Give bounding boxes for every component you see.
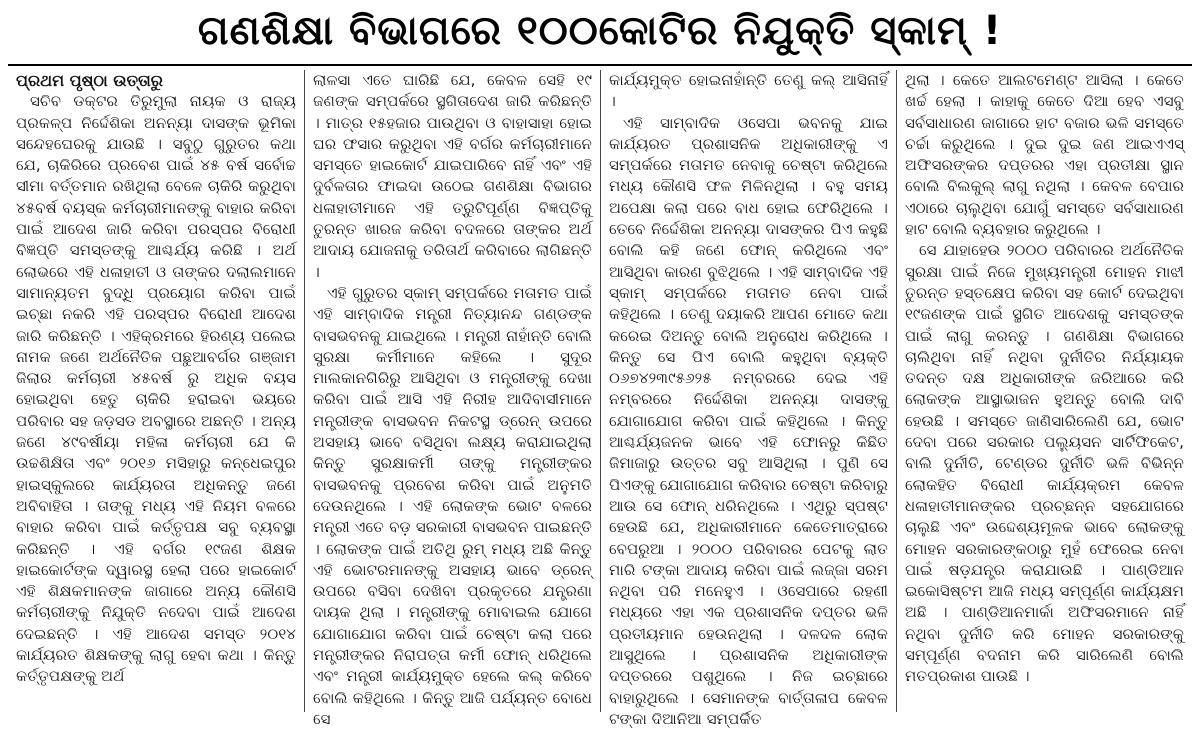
paragraph: ସଚିବ ଡକ୍ଟର ତିରୁମୁଲା ନାୟକ ଓ ରାଜ୍ୟ ପ୍ରକଳ୍ପ ନିର୍ଦ୍ଦେଶିକା ଅନନ୍ୟା ଦାସଙ୍କ ଭୂମିକା ସନ୍ଦେହଘେରକୁ ଯାଉଛି । ସବୁଠୁ ଗୁରୁତର କଥା ଯେ, ଚାକିରିରେ ପ୍ରବେଶ ପାଇଁ ୪୫ ବର୍ଷ ସର୍ବୋଚ୍ଚ ସୀମା ବର୍ତ୍ତମାନ ରଖିଥିଲା ବେଳେ ଚାକିରି କରୁଥିବା ୪୫ବର୍ଷ ବୟସ୍କ କର୍ମଚାରୀମାନଙ୍କୁ ବାହାର କରିବା ପାଇଁ ଆଦେଶ ଜାରି କରିବା ପରସ୍ପର ବିରୋଧୀ ବିଜ୍ଞପ୍ତି ସମସ୍ତଙ୍କୁ ଆଶ୍ଚର୍ଯ୍ୟ କରିଛି । ଅର୍ଥ ଲୋଭରେ ଏହି ଧଳାହାତୀ ଓ ତାଙ୍କର ଦଲାଲମାନେ ସାମାନ୍ୟତମ ବୁଦ୍ଧି ପ୍ରୟୋଗ କରିବା ପାଇଁ ଇଚ୍ଛା ନକରି ଏହି ପରସ୍ପର ବିରୋଧୀ ଆଦେଶ ଜାରି କରିଛନ୍ତି । ଏହିକ୍ରମରେ ହିରଣ୍ୟ ପଲେଇ ନାମକ ଜଣେ ଅର୍ଥନୈତିକ ପଛୁଆବର୍ଗର ଗଞ୍ଜାମ ଜିଲାର କର୍ମଚାରୀ ୪୫ବର୍ଷ ରୁ ଅଧିକ ବୟସ ହୋଇଥିବା ହେତୁ ଚାକିରି ହରାଇବା ଭୟରେ ପରିବାର ସହ ଜଡ଼ସଡ ଅବସ୍ଥାରେ ଅଛନ୍ତି । ଅନ୍ୟ ଜଣେ ୪୯ବର୍ଷୀୟା ମହିଳା କର୍ମଚାରୀ ଯେ କି ଉଚ୍ଚଶିକ୍ଷିତା ଏବଂ ୨୦୧୬ ମସିହାରୁ କନ୍ଧେଇପୁର ହାଇସ୍କୁଲରେ କାର୍ଯ୍ୟରତା ଅଧିକନ୍ତୁ ଜଣେ ଅବିବାହିତା । ତାଙ୍କୁ ମଧ୍ୟ ଏହି ନିୟମ ବଳରେ ବାହାର କରିବା ପାଇଁ କର୍ତ୍ତୃପକ୍ଷ ସବୁ ବ୍ୟବସ୍ଥା କରିଛନ୍ତି । ଏହି ବର୍ଗର ୧୯ଜଣ ଶିକ୍ଷକ ହାଇକୋର୍ଟଙ୍କ ଦ୍ୱାରସ୍ଥ ହେଲା ପରେ ହାଇକୋର୍ଟ ଏହି ଶିକ୍ଷକମାନଙ୍କ ଜାଗାରେ ଅନ୍ୟ କୌଣସି କର୍ମଚାରୀଙ୍କୁ ନିଯୁକ୍ତି ନଦେବା ପାଇଁ ଆଦେଶ ଦେଇଛନ୍ତି । ଏହି ଆଦେଶ ସମସ୍ତ ୨୦୧୪ କାର୍ଯ୍ୟରତ ଶିକ୍ଷକଙ୍କୁ ଲାଗୁ ହେବା କଥା । କିନ୍ତୁ କର୍ତ୍ତୃପକ୍ଷଙ୍କୁ ଅର୍ଥ: [16, 92, 296, 686]
article-column-2: [304, 70, 600, 728]
article-column-3: [600, 70, 896, 728]
continued-from-label: ପ୍ରଥମ ପୃଷ୍ଠା ଉତ୍ତାରୁ: [16, 71, 163, 90]
article-column-1: [8, 70, 304, 712]
article-columns: [8, 70, 1192, 728]
paragraph: କାର୍ଯ୍ୟମୁକ୍ତ ହୋଇନାହାଁନ୍ତି ତେଣୁ କଲ୍ ଆସିନାହିଁ ।: [609, 71, 888, 111]
headline: ଗଣଶିକ୍ଷା ବିଭାଗରେ ୧୦୦କୋଟିର ନିଯୁକ୍ତି ସ୍କାମ୍ !: [197, 8, 1003, 54]
paragraph: ଲାଳସା ଏତେ ଘାରିଛି ଯେ, କେବଳ ସେହି ୧୯ ଜଣଙ୍କ ସମ୍ପର୍କରେ ସ୍ଥଗିତାଦେଶ ଜାରି କରିଛନ୍ତି । ମାତ୍ର ୧୫ହଜାର ପାଉଥିବା ଓ ବାହାସାହା ହୋଇ ଘର ଫସାର କରୁଥିବା ଏହି ବର୍ଗର କର୍ମଚାରୀମାନେ ସମସ୍ତେ ହାଇକୋର୍ଟ ଯାଇପାରିବେ ନାହିଁ ଏବଂ ଏହି ଦୁର୍ବଳତାର ଫାଇଦା ଉଠେଇ ଗଣଶିକ୍ଷା ବିଭାଗର ଧଳାହାତୀମାନେ ଏହି ତ୍ରୁଟିପୂର୍ଣ୍ଣ ବିଜ୍ଞପ୍ତିକୁ ତୁରନ୍ତ ଖାରଜ କରିବା ବଦଳରେ ତାଙ୍କର ଅର୍ଥ ଆଦାୟ ଯୋଜନାକୁ ତରିତାର୍ଥ କରିବାରେ ଲାଗିଛନ୍ତି ।: [313, 71, 592, 281]
paragraph: ଥିଲା । କେତେ ଆଲଟମେଣ୍ଟ ଆସିଲା । କେତେ ଖର୍ଚ୍ଚ ହେଲା । କାହାକୁ କେତେ ଦିଆ ହେବ ଏସବୁ ସର୍ବସାଧାରଣ ଜାଗାରେ ହାଟ ବଜାର ଭଳି ସମସ୍ତେ ଚର୍ଚ୍ଚା କରୁଥିଲେ । ଦୁଇ ଦୁଇ ଜଣ ଆଇଏଏସ୍ ଅଫିସରଙ୍କର ଦପ୍ତରର ଏହା ପ୍ରତୀକ୍ଷା ସ୍ଥାନ ବୋଲି ବିଲକୁଲ୍ ଲାଗୁ ନଥିଲା । କେବଳ ବେପାର ଏଠାରେ ଚାଲୁଥିବା ଯୋଗୁଁ ସମସ୍ତେ ସର୍ବସାଧାରଣ ହାଟ ବୋଲି ବ୍ୟବହାର କରୁଥିଲେ ।: [905, 71, 1184, 239]
paragraph: ଏହି ସାମ୍ବାଦିକ ଓସେପା ଭବନକୁ ଯାଇ କାର୍ଯ୍ୟରତ ପ୍ରଶାସନିକ ଅଧିକାରୀଙ୍କୁ ଏ ସମ୍ପର୍କରେ ମତାମତ ନେବାକୁ ଚେଷ୍ଟା କରିଥିଲେ ମଧ୍ୟ କୌଣସି ଫଳ ମିଳିନଥିଲା । ବହୁ ସମୟ ଅପେକ୍ଷା କଲା ପରେ ବାଧ ହୋଇ ଫେରିଥିଲେ । ତେବେ ନିର୍ଦ୍ଦେଶିକା ଅନନ୍ୟା ଦାସଙ୍କର ପିଏ କହୁଛି ବୋଲି କହି ଜଣେ ଫୋନ୍ କରିଥିଲେ ଏବଂ ଆସିଥିବା କାରଣ ବୁଝିଥିଲେ । ଏହି ସାମ୍ବାଦିକ ଏହି ସ୍କାମ୍ ସମ୍ପର୍କରେ ମତାମତ ନେବା ପାଇଁ କହିଥିଲେ । ତେଣୁ ଦୟାକରି ଆପଣ ମୋତେ କଥା କରେଇ ଦିଅନ୍ତୁ ବୋଲି ଅନୁରୋଧ କରିଥିଲେ । କିନ୍ତୁ ସେ ପିଏ ବୋଲି କହୁଥିବା ବ୍ୟକ୍ତି ୦୬୭୪୨୩୯୫୬୨୫ ନମ୍ବରରେ ଦେଇ ଏହି ନମ୍ବରରେ ନିର୍ଦ୍ଦେଶିକା ଅନନ୍ୟା ଦାସଙ୍କୁ ଯୋଗାଯୋଗ କରିବା ପାଇଁ କହିଥିଲେ । କିନ୍ତୁ ଆଶ୍ଚର୍ଯ୍ୟଜନକ ଭାବେ ଏହି ଫୋନରୁ କିଛିତ ଜିମାଜାରୁ ଉତ୍ତର ସବୁ ଆସିଥିଲା । ପୁଣି ସେ ପିଏଙ୍କୁ ଯୋଗାଯୋଗ କରିବାର ଚେଷ୍ଟା କରିବାରୁ ଆଉ ସେ ଫୋନ୍ ଧରିନଥିଲେ । ଏଥିରୁ ସ୍ପଷ୍ଟ ହେଉଛି ଯେ, ଅଧିକାରୀମାନେ କେତେମାତ୍ରାରେ ବେପରୁଆ । ୨୦୦୦ ପରିବାରର ପେଟକୁ ଲାତ ମାରି ଟଙ୍କା ଆଦାୟ କରିବା ପାଇଁ ଲଜ୍ଜା ସରମ ନଥିବା ପରି ମନେହୁଏ । ଓସେପାରେ ରହଣୀ ମଧ୍ୟରେ ଏହା ଏକ ପ୍ରଶାସନିକ ଦପ୍ତର ଭଳି ପ୍ରତୀୟମାନ ହେଉନଥିଲା । ଦଳଦଳ ଲୋକ ଆସୁଥିଲେ । ପ୍ରଶାସନିକ ଅଧିକାରୀଙ୍କ ଦପ୍ତରରେ ପଶୁଥିଲେ । ନିଜ ଇଚ୍ଛାରେ ବାହାରୁଥିଲେ । ସେମାନଙ୍କ ବାର୍ତ୍ତାଳାପ କେବଳ ଟଙ୍କା ଦିଆନିଆ ସମ୍ପର୍କିତ: [609, 113, 888, 728]
paragraph: ସେ ଯାହାହେଉ ୨୦୦୦ ପରିବାରର ଅର୍ଥନୈତିକ ସୁରକ୍ଷା ପାଇଁ ନିଜେ ମୁଖ୍ୟମନ୍ତ୍ରୀ ମୋହନ ମାଝୀ ତୁରନ୍ତ ହସ୍ତକ୍ଷେପ କରିବା ସହ କୋର୍ଟ ଦେଇଥିବା ୧୯ଜଣଙ୍କ ପାଇଁ ସ୍ଥଗିତ ଆଦେଶକୁ ସମସ୍ତଙ୍କ ପାଇଁ ଲାଗୁ କରନ୍ତୁ । ଗଣଶିକ୍ଷା ବିଭାଗରେ ଚାଲିଥିବା ନାହିଁ ନଥିବା ଦୁର୍ନୀତିର ନିର୍ଯ୍ୟାୟକ ତଦନ୍ତ ଦକ୍ଷ ଅଧିକାରୀଙ୍କ ଜରିଆରେ କରି ଲୋକଙ୍କ ଆସ୍ଥାଭାଜନ ହୁଅନ୍ତୁ ବୋଲି ଦାବି ହେଉଛି । ସମସ୍ତେ ଜାଣିସାରିଲେଣି ଯେ, ଭୋଟ ଦେବା ପରେ ସରକାର ପଲ୍ୟୁସନ ସାର୍ଟିଫିକେଟ, ବାଲି ଦୁର୍ନୀତି, ଟେଣ୍ଡର ଦୁର୍ନୀତି ଭଳି ବିଭିନ୍ନ ଲୋକହିତ ବିରୋଧୀ କାର୍ଯ୍ୟକ୍ରମ କେବଳ ଧଳାହାତୀମାନଙ୍କର ପ୍ରଚ୍ଛନ୍ନ ସହଯୋଗରେ ଚାଲୁଛି ଏବଂ ଉଦ୍ଦେଶ୍ୟମୂଳକ ଭାବେ ଲୋକଙ୍କୁ ମୋହନ ସରକାରଙ୍କଠାରୁ ମୁହଁ ଫେରେଇ ନେବା ପାଇଁ ଷଡ଼ଯନ୍ତ୍ର କରାଯାଉଛି । ପାଣ୍ଡିଆନ ଇକୋସିଷ୍ଟମ ଆଜି ମଧ୍ୟ ସମ୍ପୂର୍ଣ୍ଣ କାର୍ଯ୍ୟକ୍ଷମ ଅଛି । ପାଣ୍ଡିଆନମାର୍କା ଅଫିସରମାନେ ନାହିଁ ନଥିବା ଦୁର୍ନୀତି କରି ମୋହନ ସରକାରଙ୍କୁ ସମ୍ପୂର୍ଣ୍ଣ ବଦନାମ କରି ସାରିଲେଣି ବୋଲି ମତପ୍ରକାଶ ପାଉଛି ।: [905, 241, 1184, 686]
paragraph: ଏହି ଗୁରୁତର ସ୍କାମ୍ ସମ୍ପର୍କରେ ମତାମତ ପାଇଁ ଏହି ସାମ୍ବାଦିକ ମନ୍ତ୍ରୀ ନିତ୍ୟାନନ୍ଦ ଗଣ୍ଡଙ୍କ ବାସଭବନକୁ ଯାଇଥିଲେ । ମନ୍ତ୍ରୀ ନାହାଁନ୍ତି ବୋଲି ସୁରକ୍ଷା କର୍ମୀମାନେ କହିଲେ । ସୁଦୂର ମାଲକାନଗିରିରୁ ଆସିଥିବା ଓ ମନ୍ତ୍ରୀଙ୍କୁ ଦେଖା କରିବା ପାଇଁ ଆସି ଏହି ନିରୀହ ଆଦିବାସୀମାନେ ମନ୍ତ୍ରୀଙ୍କ ବାସଭବନ ନିକଟସ୍ଥ ଡ୍ରେନ୍ ଉପରେ ଅସହାୟ ଭାବେ ବସିଥିବା ଲକ୍ଷ୍ୟ କରାଯାଇଥିଲା କିନ୍ତୁ ସୁରକ୍ଷାକର୍ମୀ ତାଙ୍କୁ ମନ୍ତ୍ରୀଙ୍କର ବାସଭବନକୁ ପ୍ରବେଶ କରିବା ପାଇଁ ଅନୁମତି ଦେଉନଥିଲେ । ଏହି ଲୋକଙ୍କ ଭୋଟ ବଳରେ ମନ୍ତ୍ରୀ ଏତେ ବଡ଼ ସରକାରୀ ବାସଭବନ ପାଇଛନ୍ତି । ଲୋକଙ୍କ ପାଇଁ ଅତିଥି ରୁମ୍ ମଧ୍ୟ ଅଛି କିନ୍ତୁ ଏହି ଭୋଟରମାନଙ୍କୁ ଅସହାୟ ଭାବେ ଡ୍ରେନ୍ ଉପରେ ବସିବା ଦେଖିବା ପ୍ରକୃତରେ ଯନ୍ତ୍ରଣା ଦାୟକ ଥିଲା । ମନ୍ତ୍ରୀଙ୍କୁ ମୋବାଇଲ ଯୋଗେ ଯୋଗାଯୋଗ କରିବା ପାଇଁ ଚେଷ୍ଟା କଲା ପରେ ମନ୍ତ୍ରୀଙ୍କର ନିରାପତ୍ତା କର୍ମୀ ଫୋନ୍ ଧରିଥିଲେ ଏବଂ ମନ୍ତ୍ରୀ କାର୍ଯ୍ୟମୁକ୍ତ ହେଲେ କଲ୍ କରିବେ ବୋଲି କହିଥିଲେ । କିନ୍ତୁ ଆଜି ପର୍ଯ୍ୟନ୍ତ ବୋଧେ ସେ: [313, 283, 592, 728]
article-column-4: [896, 70, 1192, 712]
headline-rule: [8, 64, 1192, 66]
